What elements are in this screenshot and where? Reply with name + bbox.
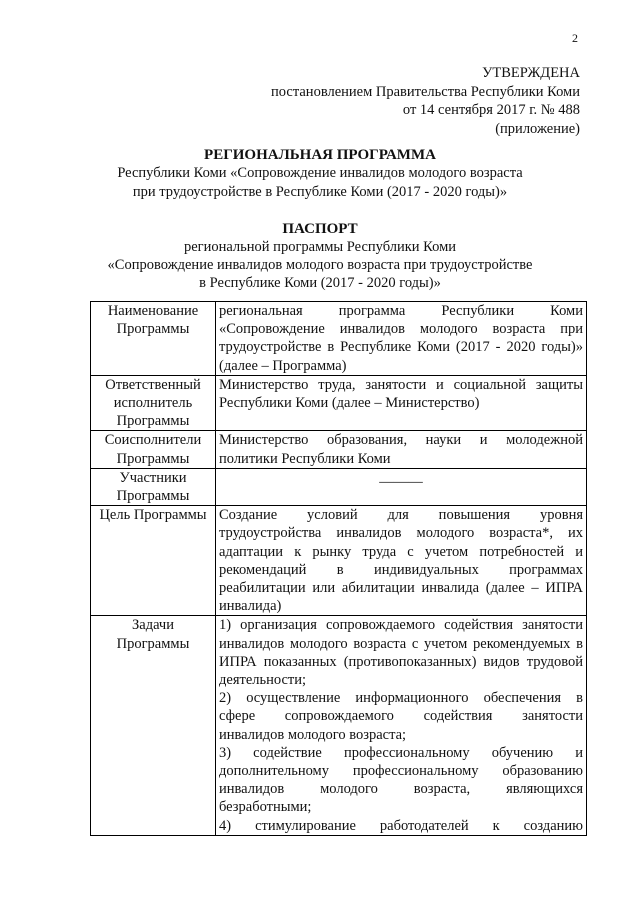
row-label: [91, 431, 216, 468]
value-line: Создание условий для повышения уровня: [219, 507, 583, 524]
program-subtitle-line: при трудоустройстве в Республике Коми (2017 - 2020 годы)»: [132, 183, 508, 200]
program-title: РЕГИОНАЛЬНАЯ ПРОГРАММА: [204, 147, 436, 163]
value-line: региональная программа Республики Коми: [219, 303, 583, 319]
program-subtitle-line: Республики Коми «Сопровождение инвалидов молодого возраста: [117, 165, 523, 181]
row-label: [91, 616, 216, 835]
row-value: [216, 375, 587, 431]
value-line: «Сопровождение инвалидов молодого возраста при: [219, 321, 583, 338]
table-row: [91, 431, 587, 468]
label-line: исполнитель: [113, 395, 193, 412]
value-line: 1) организация сопровождаемого содействия занятости: [219, 617, 583, 634]
value-line: адаптации к рынку труда с учетом потребностей и: [219, 543, 583, 560]
value-line: (далее – Программа): [219, 357, 347, 374]
row-label: [91, 468, 216, 505]
value-line: сфере сопровождаемого содействия занятости: [219, 708, 583, 725]
empty-dash: ———: [379, 473, 423, 490]
row-value: [216, 468, 587, 505]
approval-line: от 14 сентября 2017 г. № 488: [402, 102, 580, 118]
label-line: Ответственный: [105, 376, 201, 393]
page-number: 2: [572, 31, 578, 45]
label-line: Цель Программы: [99, 507, 207, 524]
value-line: ИПРА показанных (противопоказанных) видов трудовой: [219, 653, 583, 670]
value-line: Министерство образования, науки и молодежной: [219, 432, 583, 449]
value-line: трудоустройстве в Республике Коми (2017 - 2020 годы)»: [219, 339, 583, 356]
label-line: Программы: [116, 321, 190, 338]
row-label: [91, 506, 216, 616]
value-line: 2) осуществление информационного обеспечения в: [219, 690, 583, 707]
value-line: трудоустройства инвалидов молодого возраста*, их: [219, 525, 583, 542]
value-line: 4) стимулирование работодателей к созданию: [219, 817, 583, 834]
approval-line: УТВЕРЖДЕНА: [482, 65, 580, 81]
value-line: инвалидов молодого возраста, являющихся: [219, 781, 583, 798]
passport-title: ПАСПОРТ: [282, 221, 358, 237]
label-line: Программы: [116, 488, 190, 505]
table-row: [91, 375, 587, 431]
row-label: [91, 302, 216, 376]
table-row: [91, 468, 587, 505]
row-value: [216, 302, 587, 376]
label-line: Участники: [119, 469, 187, 486]
value-line: инвалидов молодого возраста с учетом рекомендуемых в: [219, 635, 583, 652]
value-line: дополнительному профессиональному образованию: [219, 763, 583, 780]
label-line: Программы: [116, 413, 190, 430]
value-line: 3) содействие профессиональному обучению и: [219, 744, 583, 761]
approval-line: постановлением Правительства Республики Коми: [271, 83, 580, 100]
label-line: Задачи Программы: [116, 617, 190, 652]
value-line: реабилитации или абилитации инвалида (далее – ИПРА: [219, 580, 583, 597]
label-line: Программы: [116, 450, 190, 467]
value-line: безработными;: [219, 799, 312, 816]
label-line: Соисполнители: [104, 432, 202, 449]
value-line: инвалида): [219, 598, 282, 615]
value-line: инвалидов молодого возраста;: [219, 726, 407, 743]
passport-subtitle: [0, 238, 640, 292]
program-subtitle: [0, 164, 640, 201]
passport-subtitle-line: региональной программы Республики Коми: [183, 239, 457, 255]
row-value: [216, 616, 587, 835]
row-value: [216, 506, 587, 616]
table-row: [91, 506, 587, 616]
table-row: [91, 302, 587, 376]
value-line: рекомендаций в индивидуальных программах: [219, 561, 583, 578]
approval-line: (приложение): [495, 120, 580, 137]
table-row: [91, 616, 587, 835]
row-label: [91, 375, 216, 431]
passport-table: [90, 301, 587, 836]
value-line: Республики Коми (далее – Министерство): [219, 395, 480, 412]
approval-block: [271, 64, 580, 138]
label-line: Наименование: [107, 303, 199, 319]
value-line: политики Республики Коми: [219, 450, 391, 467]
row-value: [216, 431, 587, 468]
passport-subtitle-line: «Сопровождение инвалидов молодого возраста при трудоустройстве: [107, 257, 533, 273]
value-line: Министерство труда, занятости и социальной защиты: [219, 376, 583, 393]
value-line: деятельности;: [219, 672, 307, 689]
passport-subtitle-line: в Республике Коми (2017 - 2020 годы)»: [199, 275, 441, 291]
